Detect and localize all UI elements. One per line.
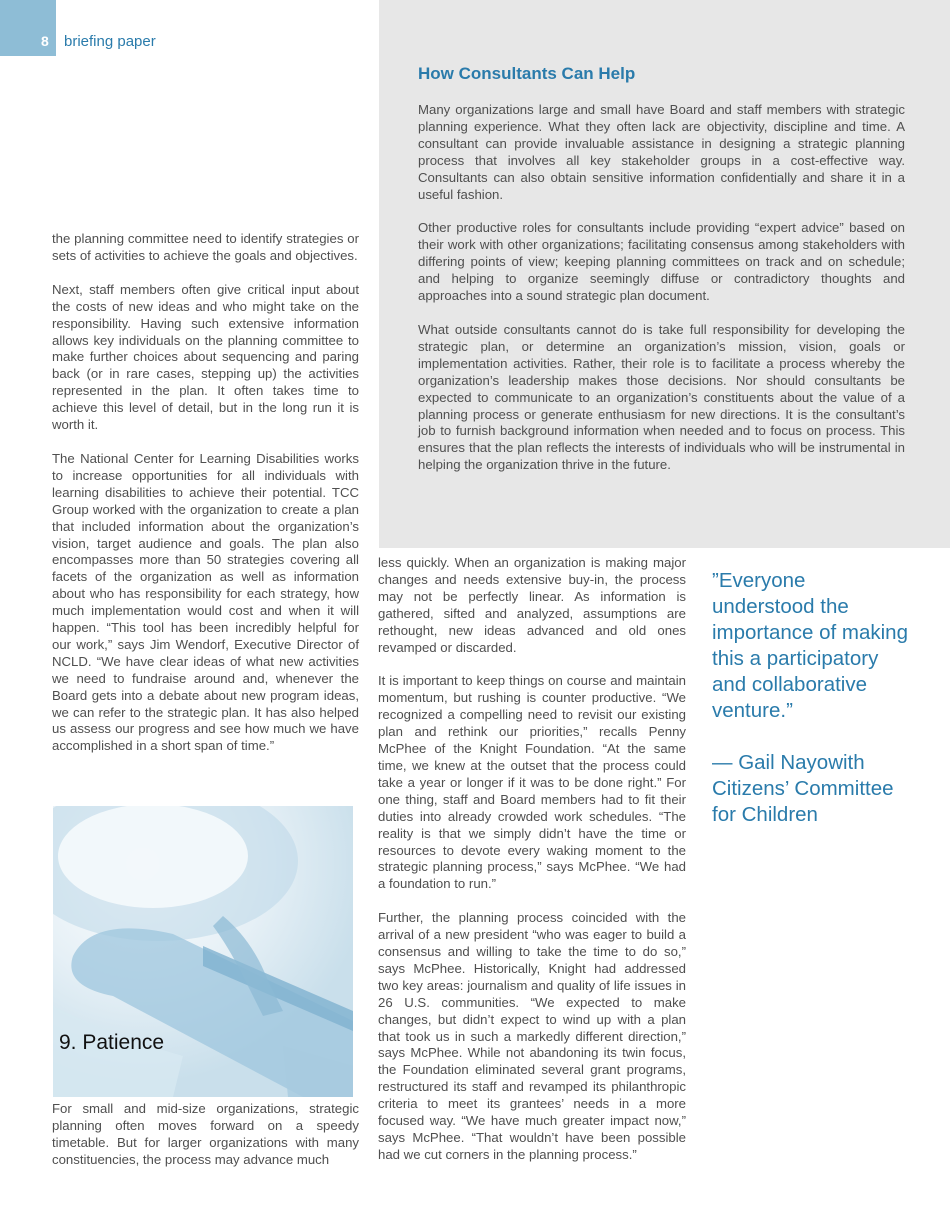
body-paragraph: It is important to keep things on course and maintain momentum, but rushing is counter productive. “We recognized a compelling need to revisit our existing plan and rethink our priorities,” recalls Penny McPhee of the Knight Foundation. “At the same time, we knew at the outset that the process could take a year or longer if it was to be done right.” For one thing, staff and Board members had to fit their duties into already crowded work schedules. “The reality is that we simply didn’t have the time or resources to devote every waking moment to the strategic planning process,” says McPhee. “We had a foundation to run.” — [378, 673, 686, 892]
sidebar-body — [418, 102, 905, 491]
consultants-sidebar — [379, 0, 950, 548]
body-paragraph: Next, staff members often give critical input about the costs of new ideas and who might take on the responsibility. Having such extensive information allows key individuals on the planning committee to make further choices about sequencing and paring back (or in rare cases, stepping up) the activities represented in the plan. It often takes time to achieve this level of detail, but in the long run it is worth it. — [52, 281, 359, 433]
attribution-org: for Children — [712, 803, 818, 826]
attribution-name: — Gail Nayowith — [712, 751, 865, 774]
body-paragraph: less quickly. When an organization is making major changes and needs extensive buy-in, the process may not be perfectly linear. As information is gathered, sifted and analyzed, assumptions are rethought, new ideas advanced and old ones revamped or discarded. — [378, 555, 686, 655]
body-paragraph: the planning committee need to identify strategies or sets of activities to achieve the goals and objectives. — [52, 231, 359, 263]
page-number: 8 — [0, 0, 56, 56]
header-label: briefing paper — [64, 33, 156, 50]
body-paragraph: The National Center for Learning Disabilities works to increase opportunities for all individuals with learning disabilities to achieve their potential. TCC Group worked with the organization to create a plan that included information about the organization’s vision, target audience and goals. The plan also encompasses more than 50 strategies covering all facets of the organization as well as information about who has responsibility for each strategy, how much implementation would cost and when it will happen. “This tool has been incredibly helpful for our work,” says Jim Wendorf, Executive Director of NCLD. “We have clear ideas of what new activities we need to fundraise around and, whenever the Board gets into a debate about new program ideas, we can refer to the strategic plan. It has also helped us assess our progress and see how much we have accomplished in a short span of time.” — [52, 450, 359, 754]
column-1-text — [52, 231, 359, 772]
column-1-continued — [52, 1101, 359, 1186]
body-paragraph: For small and mid-size organizations, strategic planning often moves forward on a speedy timetable. But for larger organizations with many constituencies, the process may advance much — [52, 1101, 359, 1167]
pull-quote — [712, 568, 912, 828]
sidebar-paragraph: Other productive roles for consultants include providing “expert advice” based on their work with other organizations; facilitating consensus among stakeholders with differing points of view; keeping planning committees on track and on schedule; and helping to organize seemingly diffuse or contradictory thoughts and approaches into a sound strategic plan document. — [418, 220, 905, 304]
sidebar-paragraph: Many organizations large and small have Board and staff members with strategic planning experience. What they often lack are objectivity, discipline and time. A consultant can provide invaluable assistance in designing a strategic planning process that involves all key stakeholder groups in a cost-effective way. Consultants can also obtain sensitive information confidentially and share it in a useful fashion. — [418, 102, 905, 202]
section-heading-patience: 9. Patience — [59, 1031, 165, 1054]
pull-quote-attribution — [712, 750, 912, 828]
pull-quote-text: ”Everyone understood the importance of making this a participatory and collaborative venture.” — [712, 569, 908, 722]
sidebar-title: How Consultants Can Help — [418, 64, 636, 83]
column-2-text — [378, 555, 686, 1181]
attribution-org: Citizens’ Committee — [712, 777, 894, 800]
sidebar-paragraph: What outside consultants cannot do is take full responsibility for developing the strategic plan, or determine an organization’s mission, vision, goals or implementation activities. Rather, their role is to facilitate a process whereby the organization’s leadership makes those decisions. Nor should consultants be expected to communicate to an organization’s constituents about the value of a planning process or generate enthusiasm for new directions. It is the consultant’s job to furnish background information when needed and to focus on process. This ensures that the plan reflects the interests of individuals who will be instrumental in helping the organization thrive in the future. — [418, 321, 905, 473]
key-photo — [53, 806, 353, 1097]
body-paragraph: Further, the planning process coincided with the arrival of a new president “who was eager to build a consensus and willing to take the time to do so,” says McPhee. Historically, Knight had addressed two key areas: journalism and quality of life issues in 26 U.S. communities. “We expected to make changes, but didn’t expect to wind up with a plan that took us in such a markedly different direction,” says McPhee. While not abandoning its twin focus, the Foundation eliminated several grant programs, restructured its staff and revamped its philanthropic criteria to meet its grantees’ needs in a more focused way. “We have much greater impact now,” says McPhee. “That wouldn’t have been possible had we cut corners in the planning process.” — [378, 910, 686, 1162]
